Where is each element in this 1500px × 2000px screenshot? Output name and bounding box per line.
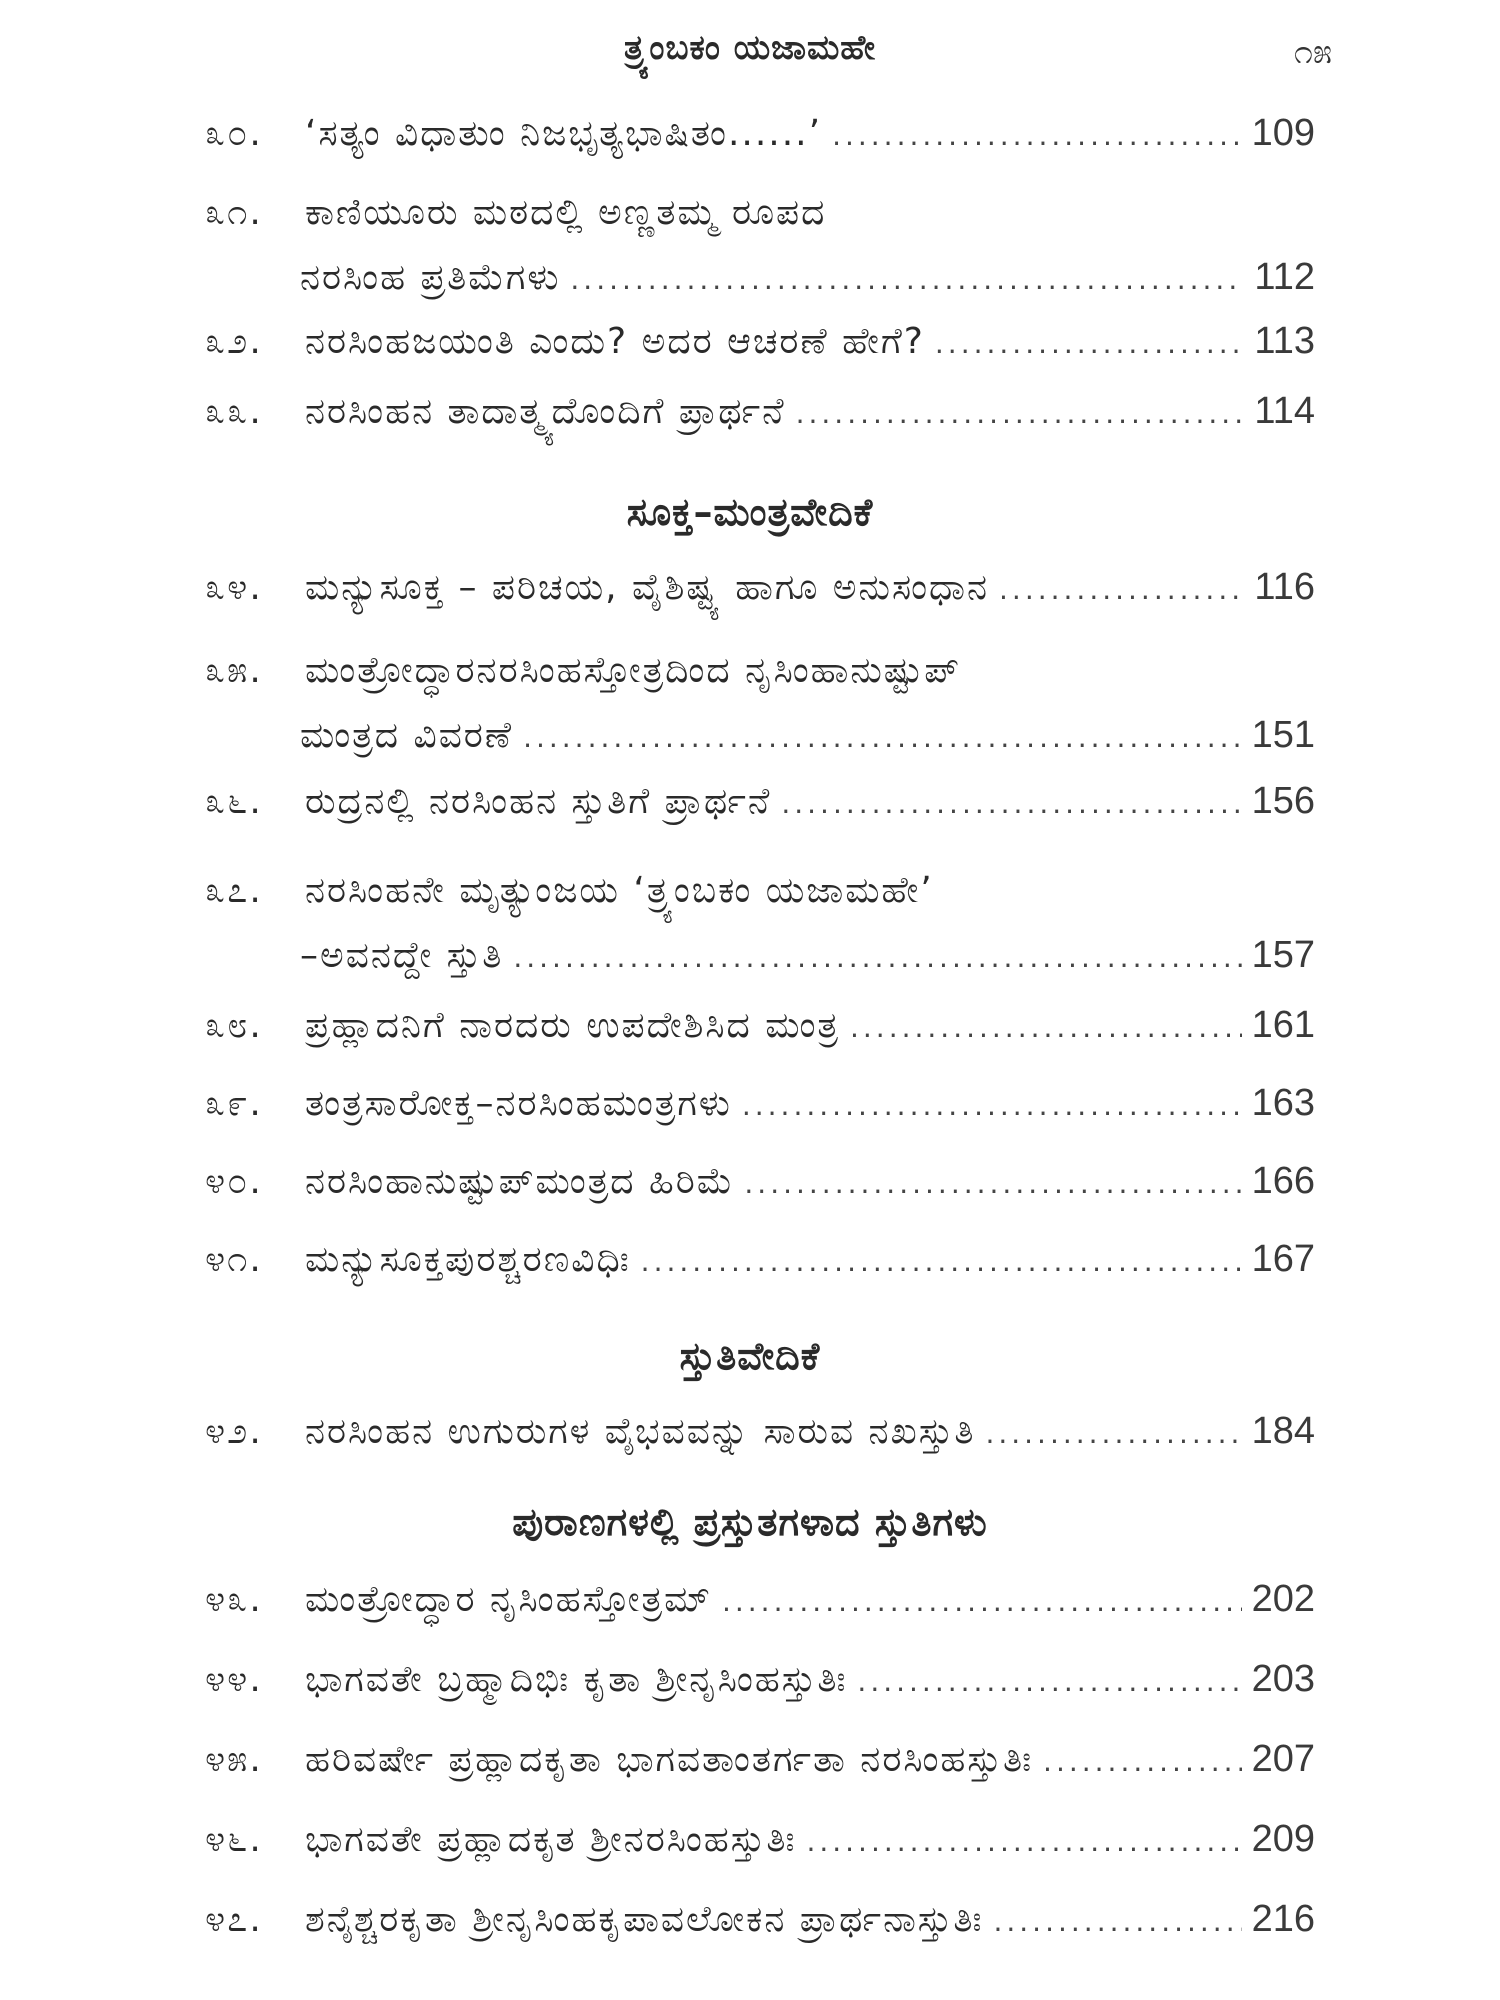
toc-entry xyxy=(205,870,1315,1004)
entry-number: ೪೦. xyxy=(205,1161,263,1202)
toc-entry xyxy=(205,1160,1315,1230)
entry-number: ೪೩. xyxy=(205,1579,263,1620)
entry-number: ೩೬. xyxy=(205,781,263,822)
entry-title: ನರಸಿಂಹನೇ ಮೃತ್ಯುಂಜಯ ‘ತ್ರ್ಯಂಬಕಂ ಯಜಾಮಹೇ’ xyxy=(305,870,934,911)
entry-page: 203 xyxy=(1251,1658,1315,1700)
entry-number: ೩೧. xyxy=(205,192,263,233)
page-folio: ೧೫ xyxy=(1293,32,1332,72)
entry-title-cont: ಮಂತ್ರದ ವಿವರಣೆ xyxy=(300,715,514,756)
entry-title: ನರಸಿಂಹಾನುಷ್ಟುಪ್‌ಮಂತ್ರದ ಹಿರಿಮೆ xyxy=(305,1161,735,1202)
toc-entry xyxy=(205,1898,1315,1968)
toc-entry xyxy=(205,1004,1315,1074)
entry-page: 151 xyxy=(1251,714,1315,756)
entry-page: 184 xyxy=(1251,1410,1315,1452)
entry-page: 157 xyxy=(1251,934,1315,976)
dot-leader xyxy=(850,1011,1242,1044)
entry-title-cont: –ಅವನದ್ದೇ ಸ್ತುತಿ xyxy=(300,935,504,976)
dot-leader xyxy=(781,787,1241,820)
entry-title: ಭಾಗವತೇ ಬ್ರಹ್ಮಾದಿಭಿಃ ಕೃತಾ ಶ್ರೀನೃಸಿಂಹಸ್ತುತಿಃ xyxy=(305,1659,848,1700)
dot-leader xyxy=(796,397,1245,430)
dot-leader xyxy=(744,1167,1241,1200)
toc-entry xyxy=(205,566,1315,636)
dot-leader xyxy=(985,1417,1241,1450)
dot-leader xyxy=(513,941,1241,974)
entry-title: ತಂತ್ರಸಾರೋಕ್ತ–ನರಸಿಂಹಮಂತ್ರಗಳು xyxy=(305,1083,732,1124)
entry-number: ೩೯. xyxy=(205,1083,263,1124)
toc-entry xyxy=(205,1238,1315,1308)
entry-title: ನರಸಿಂಹನ ತಾದಾತ್ಮ್ಯದೊಂದಿಗೆ ಪ್ರಾರ್ಥನೆ xyxy=(305,391,786,432)
entry-title: ಪ್ರಹ್ಲಾದನಿಗೆ ನಾರದರು ಉಪದೇಶಿಸಿದ ಮಂತ್ರ xyxy=(305,1005,840,1046)
dot-leader xyxy=(641,1245,1242,1278)
running-title: ತ್ರ್ಯಂಬಕಂ ಯಜಾಮಹೇ xyxy=(623,28,877,68)
entry-number: ೩೭. xyxy=(205,870,263,911)
entry-page: 167 xyxy=(1251,1238,1315,1280)
entry-page: 202 xyxy=(1251,1578,1315,1620)
dot-leader xyxy=(523,721,1242,754)
section-heading: ಪುರಾಣಗಳಲ್ಲಿ ಪ್ರಸ್ತುತಗಳಾದ ಸ್ತುತಿಗಳು xyxy=(512,1500,988,1544)
toc-entry xyxy=(205,1578,1315,1648)
toc-entry xyxy=(205,1410,1315,1480)
toc-entry xyxy=(205,192,1315,326)
toc-entry xyxy=(205,112,1315,182)
entry-number: ೪೪. xyxy=(205,1659,263,1700)
entry-number: ೩೩. xyxy=(205,391,263,432)
entry-page: 116 xyxy=(1254,566,1315,608)
toc-entry xyxy=(205,780,1315,850)
entry-number: ೩೪. xyxy=(205,567,263,608)
entry-number: ೪೭. xyxy=(205,1899,263,1940)
entry-number: ೪೧. xyxy=(205,1239,263,1280)
entry-page: 216 xyxy=(1251,1898,1315,1940)
entry-number: ೩೮. xyxy=(205,1005,263,1046)
entry-page: 207 xyxy=(1251,1738,1315,1780)
dot-leader xyxy=(857,1665,1241,1698)
dot-leader xyxy=(570,263,1244,296)
entry-page: 113 xyxy=(1254,320,1315,362)
entry-page: 156 xyxy=(1251,780,1315,822)
entry-title: ಮಂತ್ರೋದ್ಧಾರನರಸಿಂಹಸ್ತೋತ್ರದಿಂದ ನೃಸಿಂಹಾನುಷ್ಟುಪ್ xyxy=(305,650,962,691)
entry-title: ರುದ್ರನಲ್ಲಿ ನರಸಿಂಹನ ಸ್ತುತಿಗೆ ಪ್ರಾರ್ಥನೆ xyxy=(305,781,772,822)
dot-leader xyxy=(832,119,1242,152)
entry-title: ಶನೈಶ್ಚರಕೃತಾ ಶ್ರೀನೃಸಿಂಹಕೃಪಾವಲೋಕನ ಪ್ರಾರ್ಥನಾಸ್ತುತಿಃ xyxy=(305,1899,984,1940)
entry-title: ಮನ್ಯುಸೂಕ್ತಪುರಶ್ಚರಣವಿಧಿಃ xyxy=(305,1239,631,1280)
entry-title: ಹರಿವರ್ಷೇ ಪ್ರಹ್ಲಾದಕೃತಾ ಭಾಗವತಾಂತರ್ಗತಾ ನರಸಿಂಹಸ್ತುತಿಃ xyxy=(305,1739,1034,1780)
toc-entry xyxy=(205,1738,1315,1808)
entry-page: 166 xyxy=(1251,1160,1315,1202)
entry-page: 209 xyxy=(1251,1818,1315,1860)
entry-number: ೩೫. xyxy=(205,650,263,691)
toc-entry xyxy=(205,1658,1315,1728)
dot-leader xyxy=(806,1825,1241,1858)
dot-leader xyxy=(993,1905,1241,1938)
dot-leader xyxy=(742,1089,1242,1122)
entry-title: ಮಂತ್ರೋದ್ಧಾರ ನೃಸಿಂಹಸ್ತೋತ್ರಮ್ xyxy=(305,1579,712,1620)
toc-entry xyxy=(205,1818,1315,1888)
entry-page: 163 xyxy=(1251,1082,1315,1124)
entry-page: 161 xyxy=(1251,1004,1315,1046)
entry-number: ೪೬. xyxy=(205,1819,263,1860)
entry-page: 112 xyxy=(1254,256,1315,298)
running-head xyxy=(0,28,1500,88)
entry-title: ನರಸಿಂಹಜಯಂತಿ ಎಂದು? ಅದರ ಆಚರಣೆ ಹೇಗೆ? xyxy=(305,321,925,362)
toc-entry xyxy=(205,1082,1315,1152)
entry-title: ಮನ್ಯುಸೂಕ್ತ – ಪರಿಚಯ, ವೈಶಿಷ್ಟ್ಯ ಹಾಗೂ ಅನುಸಂಧಾನ xyxy=(305,567,990,608)
toc-entry xyxy=(205,390,1315,460)
entry-number: ೪೫. xyxy=(205,1739,263,1780)
dot-leader xyxy=(722,1585,1242,1618)
section-heading: ಸ್ತುತಿವೇದಿಕೆ xyxy=(679,1334,821,1378)
entry-number: ೪೨. xyxy=(205,1411,263,1452)
entry-title: ಭಾಗವತೇ ಪ್ರಹ್ಲಾದಕೃತ ಶ್ರೀನರಸಿಂಹಸ್ತುತಿಃ xyxy=(305,1819,797,1860)
entry-title: ಕಾಣಿಯೂರು ಮಠದಲ್ಲಿ ಅಣ್ಣತಮ್ಮ ರೂಪದ xyxy=(305,192,827,233)
toc-entry xyxy=(205,320,1315,390)
toc-entry xyxy=(205,650,1315,784)
entry-title: ‘ಸತ್ಯಂ ವಿಧಾತುಂ ನಿಜಭೃತ್ಯಭಾಷಿತಂ......’ xyxy=(305,113,823,154)
section-heading: ಸೂಕ್ತ–ಮಂತ್ರವೇದಿಕೆ xyxy=(626,490,874,534)
entry-title: ನರಸಿಂಹನ ಉಗುರುಗಳ ವೈಭವವನ್ನು ಸಾರುವ ನಖಸ್ತುತಿ xyxy=(305,1411,976,1452)
entry-page: 114 xyxy=(1254,390,1315,432)
entry-page: 109 xyxy=(1251,112,1315,154)
dot-leader xyxy=(935,327,1245,360)
dot-leader xyxy=(1043,1745,1242,1778)
dot-leader xyxy=(999,573,1244,606)
entry-number: ೩೨. xyxy=(205,321,263,362)
entry-number: ೩೦. xyxy=(205,113,263,154)
entry-title-cont: ನರಸಿಂಹ ಪ್ರತಿಮೆಗಳು xyxy=(300,257,561,298)
